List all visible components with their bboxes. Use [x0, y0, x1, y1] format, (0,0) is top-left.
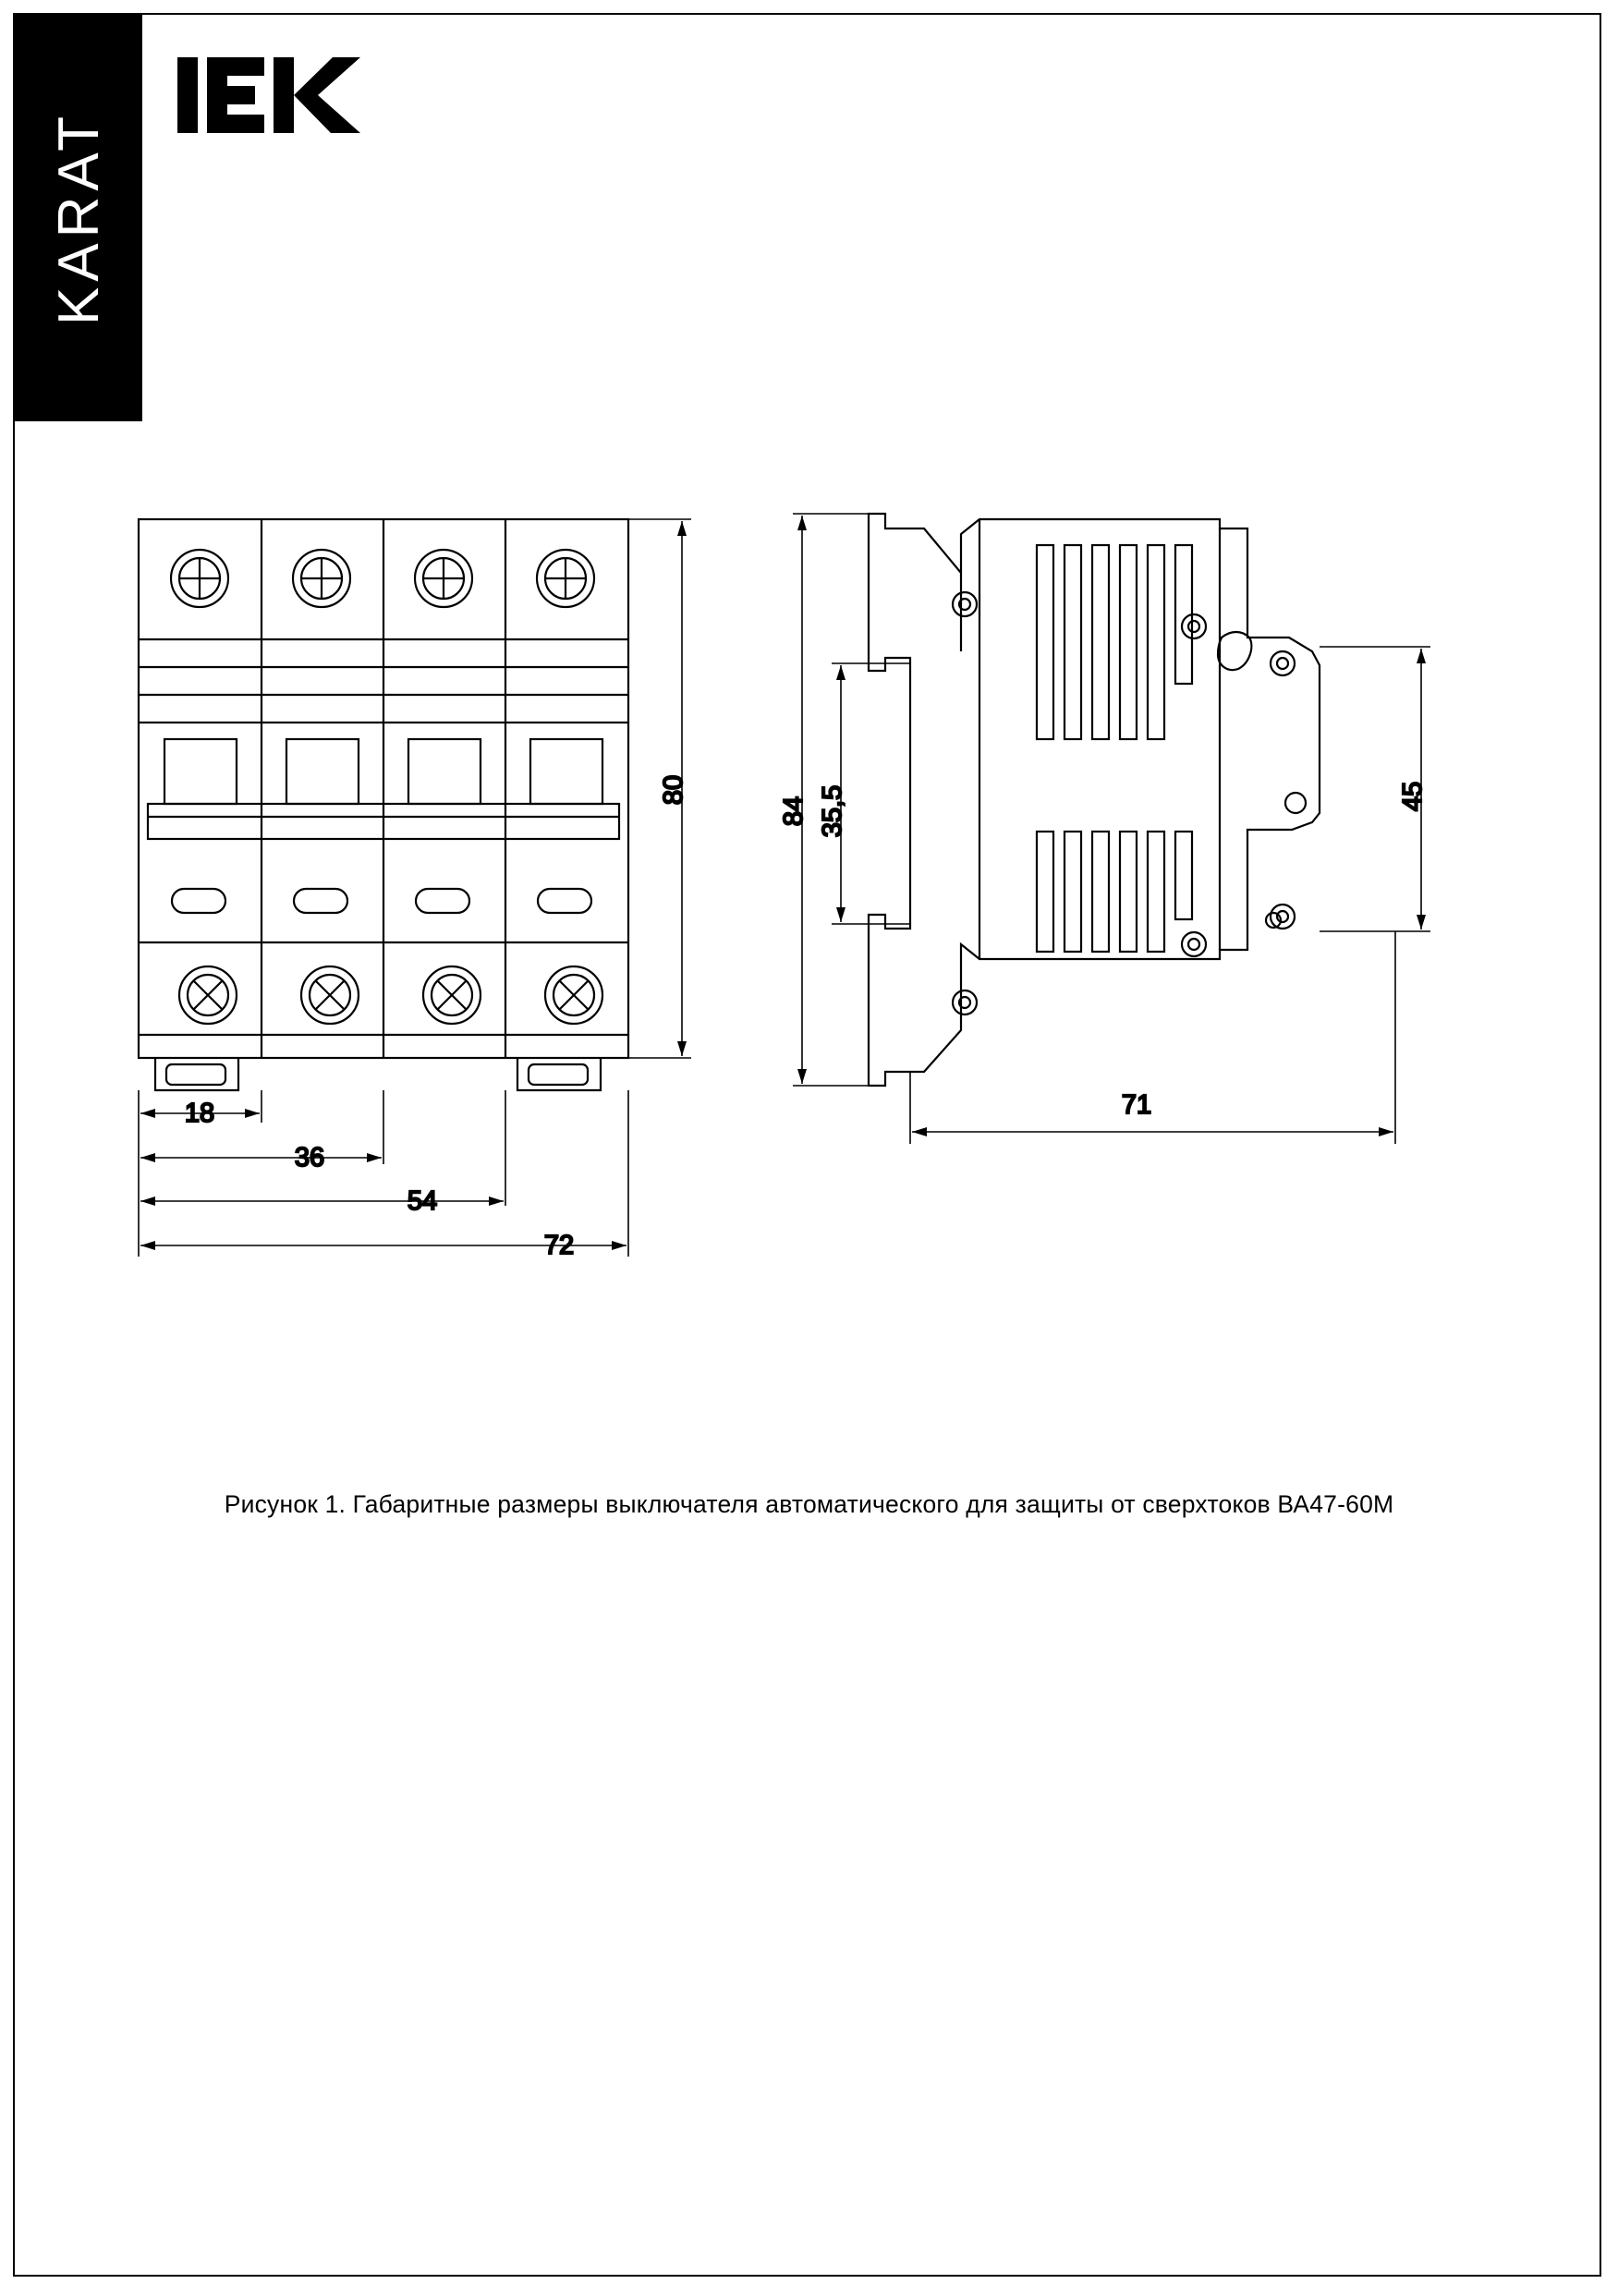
- page-border: [13, 13, 1601, 2277]
- dim-label-72: 72: [543, 1231, 575, 1260]
- dim-label-18: 18: [184, 1099, 215, 1128]
- brand-tab: [15, 15, 142, 421]
- dim-label-35-5: 35,5: [818, 784, 847, 838]
- iek-logo: [177, 54, 362, 137]
- dim-label-45: 45: [1398, 781, 1428, 812]
- dim-label-54: 54: [407, 1186, 438, 1216]
- dim-label-80: 80: [659, 774, 688, 806]
- figure-caption: Рисунок 1. Габаритные размеры выключателя автоматического для защиты от сверхтоков ВА47-60М: [224, 1490, 1394, 1518]
- dim-label-36: 36: [294, 1143, 325, 1172]
- brand-tab-label: KARAT: [46, 110, 111, 326]
- dim-label-71: 71: [1121, 1090, 1152, 1120]
- dim-label-84: 84: [779, 796, 809, 827]
